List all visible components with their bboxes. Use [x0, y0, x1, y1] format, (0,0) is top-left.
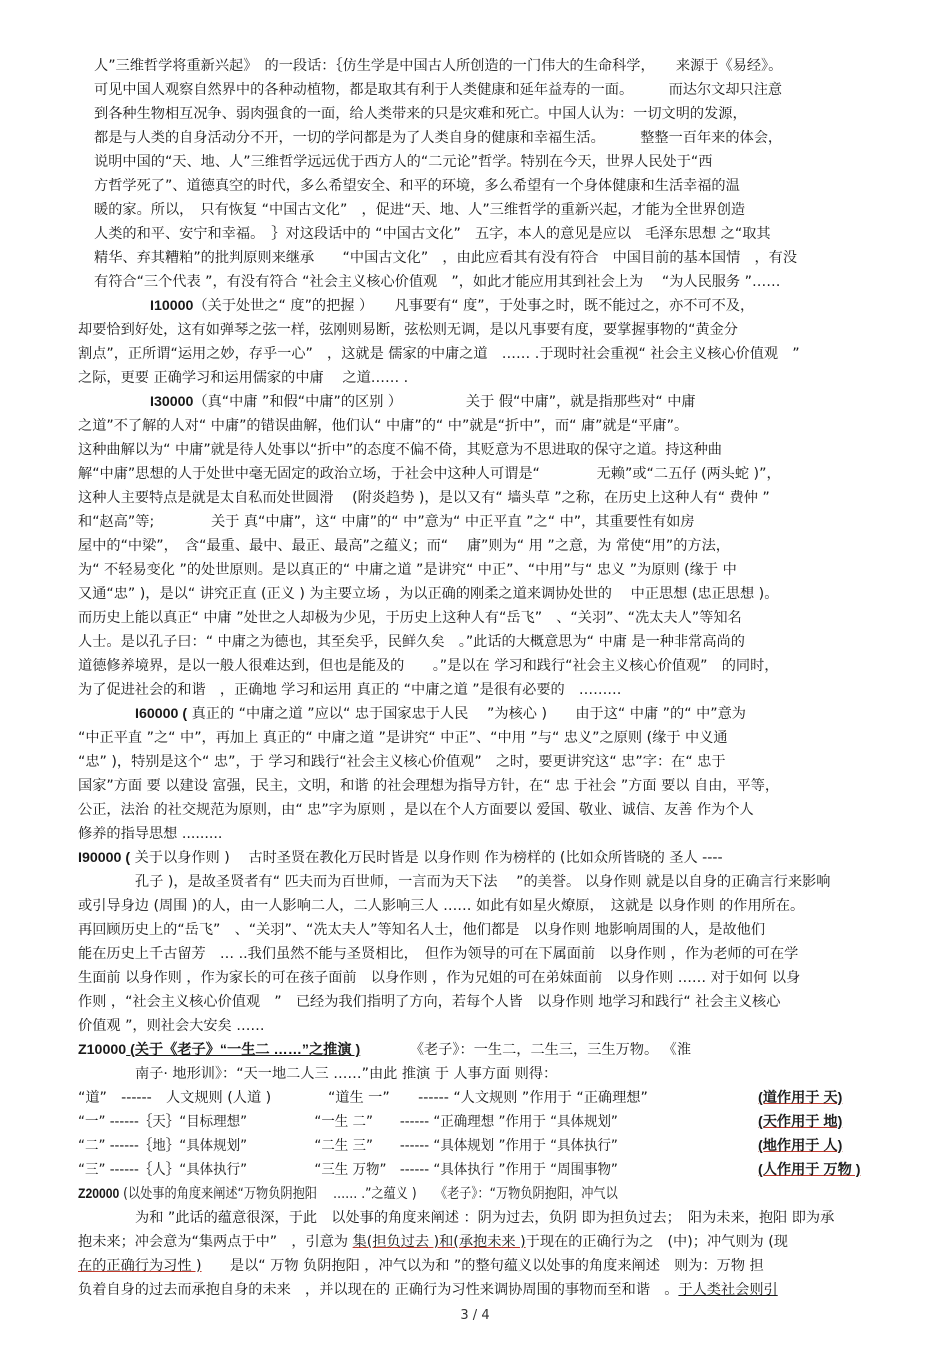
text-line	[78, 632, 745, 652]
text-line	[78, 1160, 618, 1180]
text-line	[78, 1040, 691, 1060]
text-line	[78, 1280, 778, 1300]
text-line	[78, 1016, 265, 1036]
text-segment: I90000 (	[78, 850, 131, 866]
text-segment: 于现在的正确行为之 (中)；冲气则为 (现	[525, 1234, 788, 1250]
text-segment: 和“赵高”等; 关于 真“中庸”，这“ 中庸”的“ 中”意为“ 中正平直 ”之“ 中”，其重要性有如房	[78, 514, 695, 530]
text-segment: 生面前 以身作则 ，作为家长的可在孩子面前 以身作则 ，作为兄姐的可在弟妹面前 以身作则 …… 对于如何 以身	[78, 970, 801, 986]
text-line	[78, 1112, 618, 1132]
text-line	[78, 368, 408, 388]
text-segment: 为了促进社会的和谐 ，正确地 学习和运用 真正的 “中庸之道 ”是很有必要的 ………	[78, 682, 622, 698]
text-line	[78, 752, 726, 772]
text-segment: 方哲学死了”、道德真空的时代，多么希望安全、和平的环境，多么希望有一个身体健康和生活幸福的温	[94, 178, 740, 194]
text-segment: 作则 ，“社会主义核心价值观 ” 已经为我们指明了方向，若每个人皆 以身作则 地学习和践行“ 社会主义核心	[78, 994, 781, 1010]
text-segment: 到各种生物相互况争、弱肉强食的一面，给人类带来的只是灾难和死亡。中国人认为：一切文明的发源，	[94, 106, 747, 122]
text-line	[135, 1064, 557, 1084]
text-line	[78, 1088, 648, 1108]
text-segment: （真“中庸 ”和假“中庸”的区别 ） 关于 假“中庸”，就是指那些对“ 中庸	[193, 394, 696, 410]
text-segment: 又通“忠” )，是以“ 讲究正直 (正义 ) 为主要立场 ，为以正确的刚柔之道来调协处世的 中正思想 (忠正思想 )。	[78, 586, 779, 602]
text-segment: 有符合“三个代表 ”，有没有符合 “社会主义核心价值观 ”，如此才能应用其到社会上为 “为人民服务 ”……	[94, 274, 781, 290]
text-segment: 公正，法治 的社交规范为原则，由“ 忠”字为原则 ，是以在个人方面要以 爱国、敬业、诚信、友善 作为个人	[78, 802, 754, 818]
text-line	[78, 680, 622, 700]
text-line	[78, 944, 798, 964]
text-segment: 于人类社会则引	[678, 1282, 778, 1298]
text-line	[150, 392, 696, 412]
text-line	[94, 200, 745, 220]
text-segment: 之道”不了解的人对“ 中庸”的错误曲解，他们认“ 中庸”的“ 中”就是“折中”，而“ 庸”就是“平庸”。	[78, 418, 689, 434]
text-line	[94, 80, 782, 100]
text-line	[78, 1136, 618, 1156]
text-segment: (以处事的角度来阐述“万物负阴抱阳 …… .”之蕴义 ) 《老子》：“万物负阴抱阳，冲气以	[119, 1186, 618, 1202]
text-segment: 屋中的“中梁”， 含“最重、最中、最正、最高”之蕴义；而“ 庸”则为“ 用 ”之意，为 常使“用”的方法，	[78, 538, 730, 554]
text-line	[94, 176, 740, 196]
text-line	[78, 728, 728, 748]
text-segment: 南子· 地形训》：“天一地二人三 ……”由此 推演 于 人事方面 则得：	[135, 1066, 558, 1082]
text-line	[78, 1184, 618, 1204]
text-line	[94, 248, 797, 268]
text-segment: （关于处世之“ 度”的把握 ） 凡事要有“ 度”，于处事之时，既不能过之，亦不可不及，	[193, 298, 755, 314]
text-segment: 人类的和平、安宁和幸福。 ｝对这段话中的 “中国古文化” 五字，本人的意见是应以 毛泽东思想 之“取其	[94, 226, 771, 242]
text-segment: 能在历史上千古留芳 … ..我们虽然不能与圣贤相比， 但作为领导的可在下属面前 以身作则 ，作为老师的可在学	[78, 946, 799, 962]
text-line	[78, 1256, 764, 1276]
text-line	[78, 440, 722, 460]
text-line	[150, 296, 754, 316]
text-segment: 人士。是以孔子曰：“ 中庸之为德也，其至矣乎，民鲜久矣 。”此话的大概意思为“ 中庸 是一种非常高尚的	[78, 634, 745, 650]
text-segment: 割点”，正所谓“运用之妙，存乎一心” ，这就是 儒家的中庸之道 …… .于现时社会重视“ 社会主义核心价值观 ”	[78, 346, 800, 362]
text-line	[78, 512, 695, 532]
text-segment: 修养的指导思想 .........	[78, 826, 223, 842]
text-segment: 价值观 ”，则社会大安矣 ……	[78, 1018, 265, 1034]
text-segment: 却要恰到好处，这有如弹琴之弦一样，弦刚则易断，弦松则无调，是以凡事要有度，要掌握事物的“黄金分	[78, 322, 738, 338]
text-line	[78, 968, 800, 988]
text-line	[78, 416, 688, 436]
text-segment: 这种人主要特点是就是太自私而处世圆滑 (附炎趋势 )，是以又有“ 墙头草 ”之称，在历史上这种人有“ 费仲 ”	[78, 490, 770, 506]
text-segment: 为“ 不轻易变化 ”的处世原则。是以真正的“ 中庸之道 ”是讲究“ 中正”、“中用”与“ 忠义 ”为原则 (缘于 中	[78, 562, 737, 578]
text-segment: 国家”方面 要 以建设 富强，民主，文明，和谐 的社会理想为指导方针，在“ 忠 于社会 ”方面 要以 自由，平等，	[78, 778, 780, 794]
text-segment: “忠” )，特别是这个“ 忠”，于 学习和践行“社会主义核心价值观” 之时，要更讲究这“ 忠”字：在“ 忠于	[78, 754, 726, 770]
text-segment: 抱未来；冲会意为“集两点于中” ，引意为	[78, 1234, 353, 1250]
text-segment: “二” ------｛地｝“具体规划” “二生 三” ------ “具体规划 ”作用于 “具体执行”	[78, 1138, 618, 1154]
text-segment: I10000	[150, 298, 194, 314]
text-segment: Z10000	[78, 1042, 127, 1058]
text-segment: “一” ------｛天｝“目标理想” “一生 二” ------ “正确理想 ”作用于 “具体规划”	[78, 1114, 618, 1130]
mapping-note: (人作用于 万物 )	[758, 1162, 861, 1178]
text-segment: I60000 (	[135, 706, 188, 722]
text-segment: Z20000	[78, 1186, 120, 1202]
text-line	[78, 536, 730, 556]
text-segment: 《老子》：一生二，二生三，三生万物。 《淮	[360, 1042, 692, 1058]
text-line	[94, 104, 747, 124]
text-line	[78, 896, 804, 916]
text-line	[78, 344, 800, 364]
text-segment: 为和 ”此话的蕴意很深，于此 以处事的角度来阐述 ：阴为过去，负阴 即为担负过去； 阳为未来，抱阳 即为承	[135, 1210, 835, 1226]
text-line	[94, 272, 780, 292]
text-segment: 可见中国人观察自然界中的各种动植物，都是取其有利于人类健康和延年益寿的一面。 而达尔文却只注意	[94, 82, 783, 98]
text-segment: “道” ------ 人文规则 (人道 ) “道生 一” ------ “人文规则 ”作用于 “正确理想”	[78, 1090, 648, 1106]
text-line	[135, 704, 746, 724]
text-segment: 关于以身作则 ) 古时圣贤在教化万民时皆是 以身作则 作为榜样的 (比如众所皆晓的 圣人 ----	[130, 850, 723, 866]
text-segment: 集(担负过去 )和(承抱未来 )	[352, 1234, 526, 1250]
text-line	[135, 872, 830, 892]
text-line	[78, 992, 780, 1012]
text-line	[78, 320, 738, 340]
text-segment: “三” ------｛人｝“具体执行” “三生 万物” ------ “具体执行 ”作用于 “周围事物”	[78, 1162, 618, 1178]
text-segment: 精华、弃其糟粕”的批判原则来继承 “中国古文化” ，由此应看其有没有符合 中国目前的基本国情 ，有没	[94, 250, 798, 266]
page-number: 3 / 4	[460, 1308, 490, 1323]
text-line	[135, 1208, 834, 1228]
mapping-note: (道作用于 天)	[758, 1090, 843, 1106]
text-segment: 人”三维哲学将重新兴起》 的一段话：｛仿生学是中国古人所创造的一门伟大的生命科学， 来源于《易经》。	[94, 58, 783, 74]
text-line	[78, 776, 779, 796]
text-line	[78, 800, 754, 820]
text-line	[78, 848, 723, 868]
text-line	[78, 560, 737, 580]
text-segment: 孔子 )，是故圣贤者有“ 匹夫而为百世师，一言而为天下法 ”的美誉。 以身作则 就是以自身的正确言行来影响	[135, 874, 831, 890]
text-segment: 再回顾历史上的“岳飞” 、“关羽”、“冼太夫人”等知名人士，他们都是 以身作则 地影响周围的人，是故他们	[78, 922, 766, 938]
text-segment: I30000	[150, 394, 194, 410]
text-segment: “中正平直 ”之“ 中”，再加上 真正的“ 中庸之道 ”是讲究“ 中正”、“中用 ”与“ 忠义”之原则 (缘于 中义通	[78, 730, 728, 746]
text-segment: 暖的家。所以， 只有恢复 “中国古文化” ，促进“天、地、人”三维哲学的重新兴起，才能为全世界创造	[94, 202, 746, 218]
text-line	[78, 584, 778, 604]
text-line	[94, 56, 782, 76]
text-line	[78, 824, 222, 844]
text-segment: 这种曲解以为“ 中庸”就是待人处事以“折中”的态度不偏不倚，其贬意为不思进取的保守之道。持这种曲	[78, 442, 722, 458]
text-segment: 都是与人类的自身活动分不开，一切的学问都是为了人类自身的健康和幸福生活。 整整一百年来的体会，	[94, 130, 783, 146]
text-line	[94, 224, 771, 244]
text-segment: 或引导身边 (周围 )的人，由一人影响二人，二人影响三人 …… 如此有如星火燎原， 这就是 以身作则 的作用所在。	[78, 898, 805, 914]
text-line	[78, 920, 765, 940]
text-line	[78, 608, 742, 628]
text-segment: 真正的 “中庸之道 ”应以“ 忠于国家忠于人民 ”为核心 ) 由于这“ 中庸 ”的“ 中”意为	[187, 706, 746, 722]
mapping-note: (天作用于 地)	[758, 1114, 843, 1130]
text-segment: (关于《老子》“一生二 ……”之推演 )	[126, 1042, 361, 1058]
text-segment: 在的正确行为习性 )	[78, 1258, 202, 1274]
text-segment: 之际，更要 正确学习和运用儒家的中庸 之道…… .	[78, 370, 409, 386]
text-line	[94, 128, 782, 148]
text-line	[94, 152, 712, 172]
text-line	[78, 656, 778, 676]
text-line	[78, 1232, 788, 1252]
text-segment: 而历史上能以真正“ 中庸 ”处世之人却极为少见，于历史上这种人有“岳飞” 、“关羽”、“冼太夫人”等知名	[78, 610, 742, 626]
text-segment: 是以“ 万物 负阴抱阳 ，冲气以为和 ”的整句蕴义以处事的角度来阐述 则为：万物 担	[201, 1258, 764, 1274]
text-segment: 道德修养境界，是以一般人很难达到，但也是能及的 。”是以在 学习和践行“社会主义核心价值观” 的同时，	[78, 658, 779, 674]
text-line	[78, 464, 781, 484]
text-segment: 说明中国的“天、地、人”三维哲学远远优于西方人的“二元论”哲学。特别在今天，世界人民处于“西	[94, 154, 713, 170]
text-line	[78, 488, 770, 508]
text-segment: 负着自身的过去而承抱自身的未来 ，并以现在的 正确行为习性来调协周围的事物而至和谐 。	[78, 1282, 679, 1298]
text-segment: 解“中庸”思想的人于处世中毫无固定的政治立场，于社会中这种人可谓是“ 无赖”或“二五仔 (两头蛇 )”，	[78, 466, 781, 482]
mapping-note: (地作用于 人)	[758, 1138, 843, 1154]
